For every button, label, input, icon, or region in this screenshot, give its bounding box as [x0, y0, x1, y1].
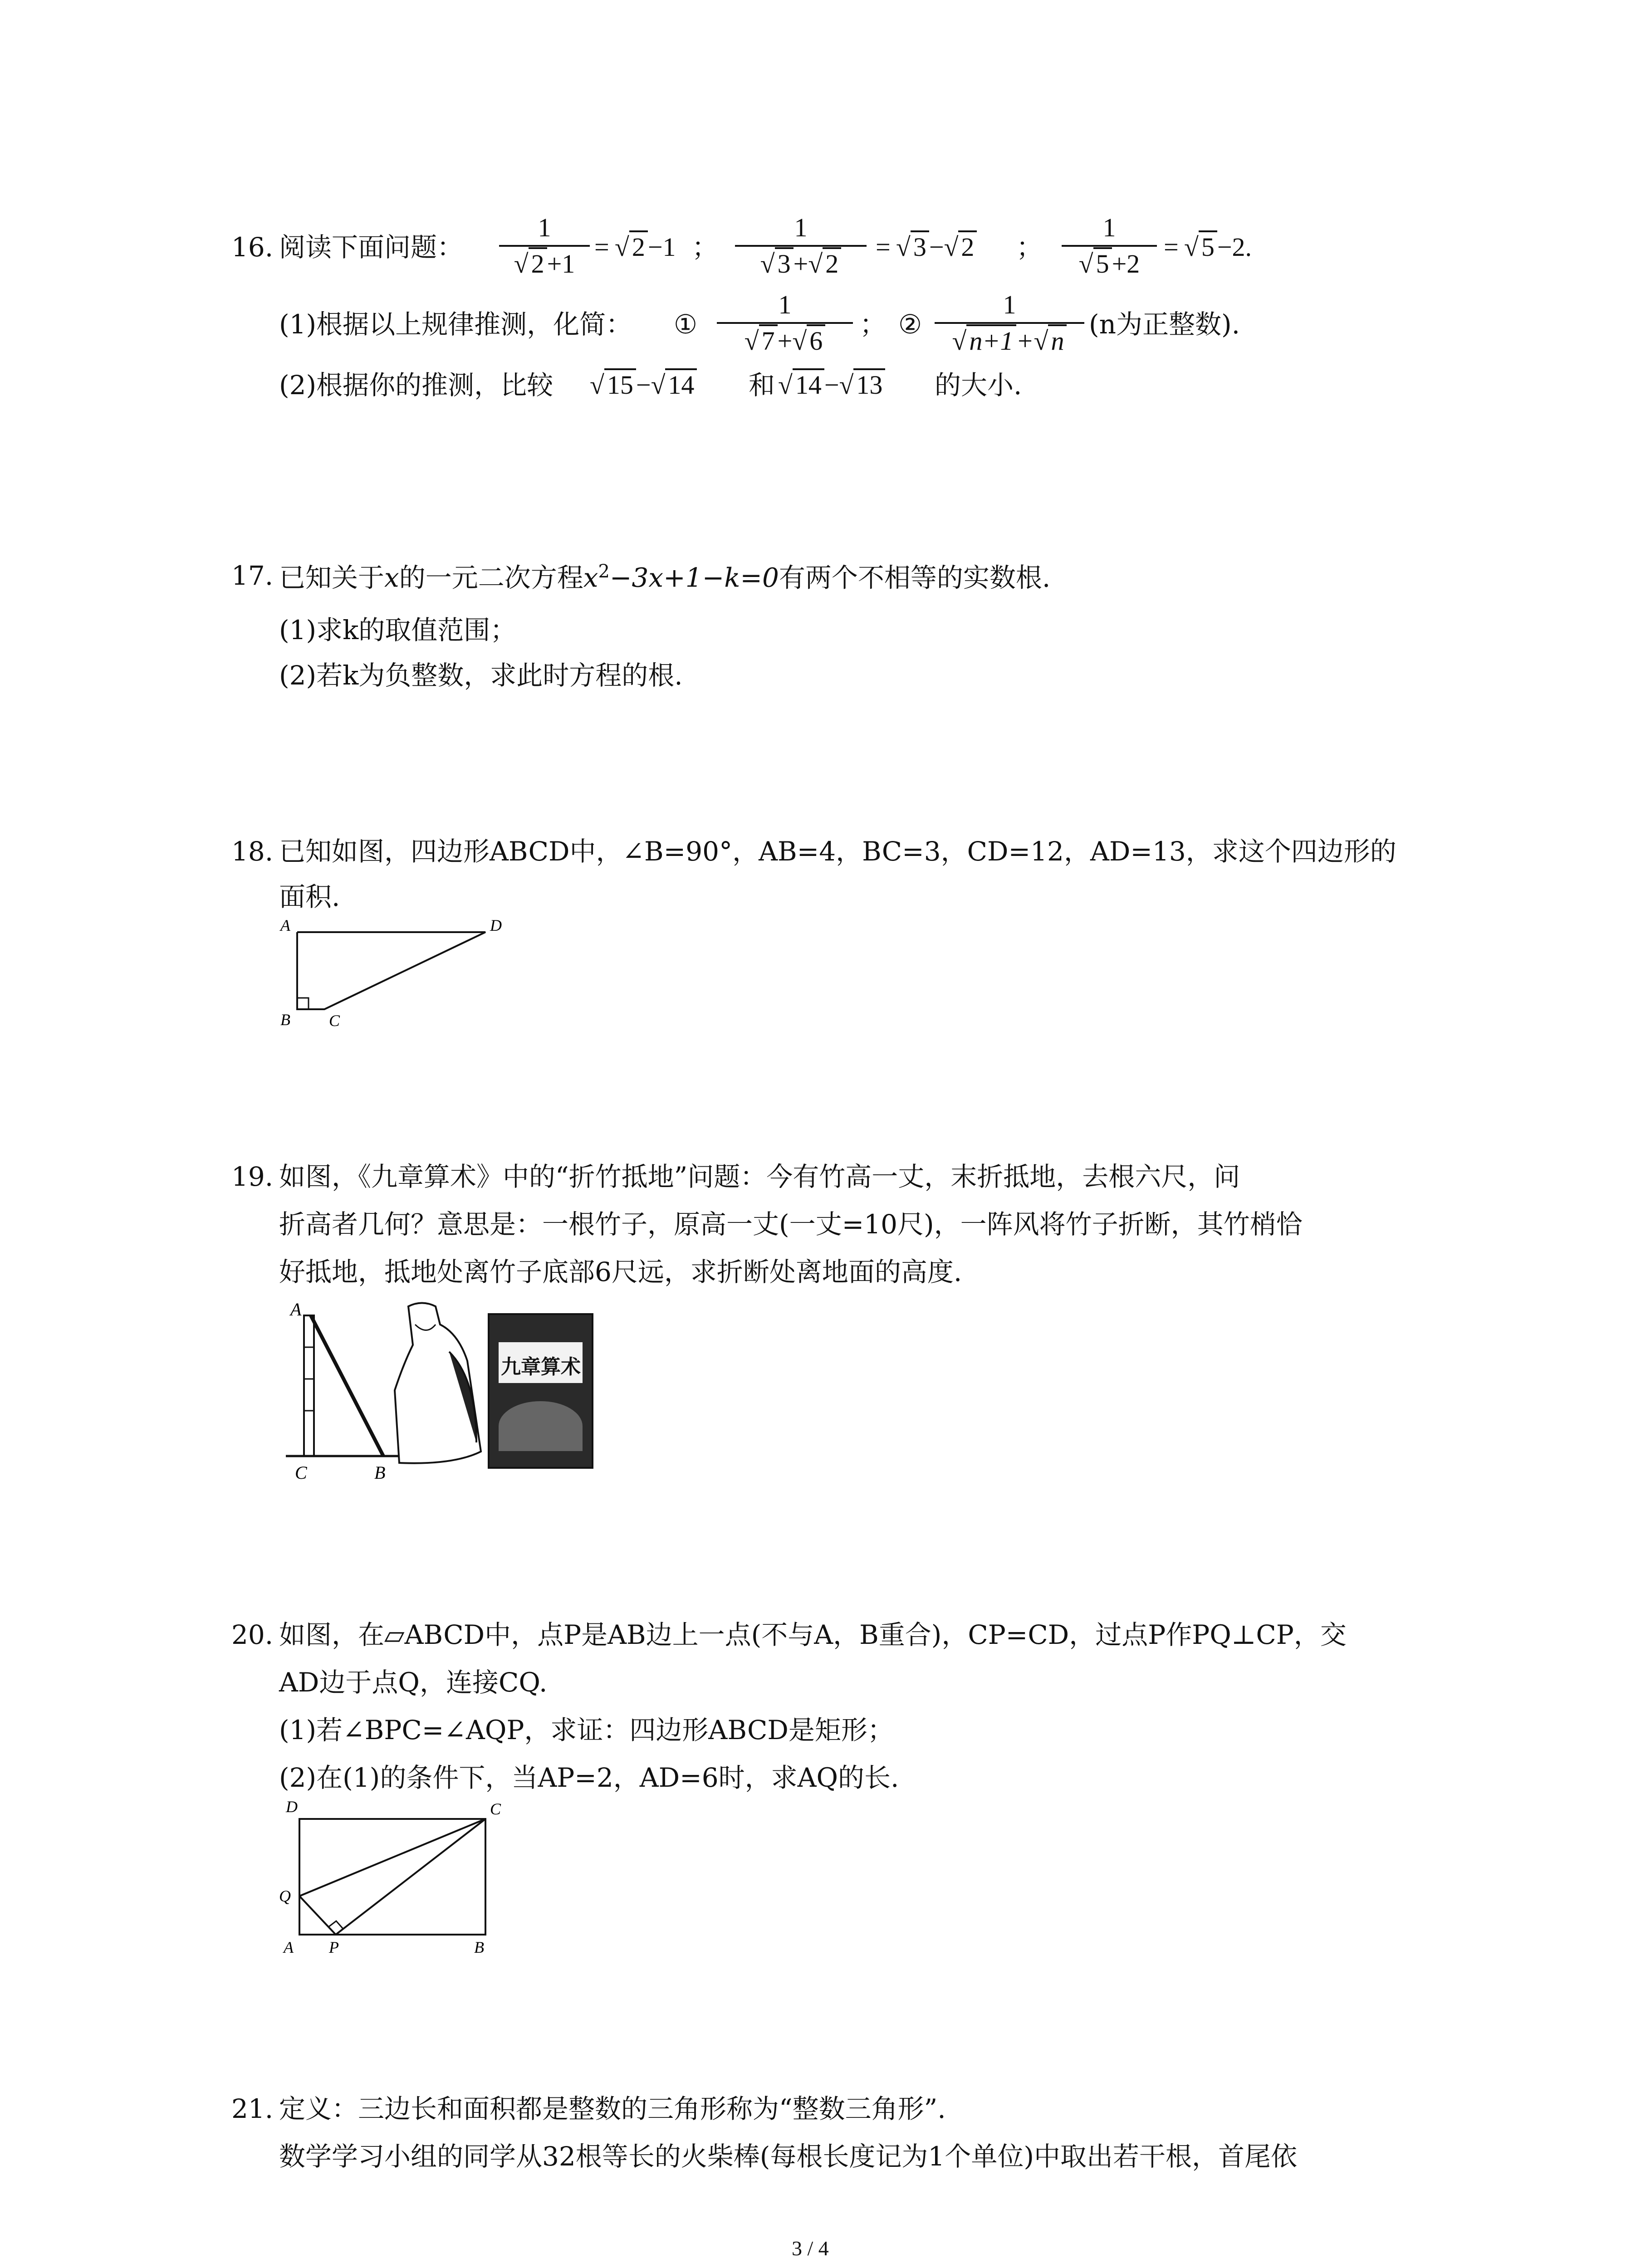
q16-part2-label: (2)根据你的推测，比较	[279, 370, 554, 401]
q18-label-d: D	[490, 916, 502, 934]
q16-part1-circ2: ②	[898, 309, 922, 340]
q16-part2-expr2: √ 14 −√ 13	[778, 372, 885, 398]
q16-part1-f1-denominator: √ 7 +√ 6	[717, 327, 853, 356]
q18-quadrilateral	[297, 932, 485, 1009]
q21-line2: 数学学习小组的同学从32根等长的火柴棒(每根长度记为1个单位)中取出若干根，首尾依	[279, 2141, 1297, 2172]
q20-label-p: P	[329, 1938, 339, 1956]
q20-label-q: Q	[279, 1887, 291, 1905]
q16-ex2-rhs: √ 3 −√ 2	[896, 234, 977, 260]
q16-part2-and: 和	[749, 370, 775, 401]
q21-line1: 定义：三边长和面积都是整数的三角形称为“整数三角形”.	[279, 2093, 946, 2124]
q16-part1-sep: ；	[860, 309, 887, 340]
q20-rectangle	[299, 1819, 485, 1935]
q18-label-a: A	[280, 916, 290, 934]
q16-part1-f1-numerator: 1	[778, 290, 792, 319]
q19-number: 19.	[231, 1161, 274, 1192]
q16-ex2-sep: ；	[1016, 232, 1043, 263]
q16-ex2-numerator: 1	[794, 213, 808, 242]
q19-broken-bamboo	[311, 1315, 383, 1456]
q17-number: 17.	[231, 560, 274, 591]
q16-ex2-eq: =	[876, 232, 891, 262]
q19-line2: 折高者几何？意思是：一根竹子，原高一丈(一丈=10尺)，一阵风将竹子折断，其竹梢恰	[279, 1209, 1303, 1240]
q17-line1: 已知关于x的一元二次方程$x^2-3x+1-k=0$有两个不相等的实数根.	[279, 561, 1051, 593]
q16-part1-f2-numerator: 1	[1003, 290, 1016, 319]
q16-ex1-numerator: 1	[538, 213, 551, 242]
q19-book-image	[488, 1313, 593, 1469]
q16-part1-fraction-2	[935, 290, 1084, 356]
q19-label-a: A	[290, 1299, 302, 1320]
q16-ex2-fraction	[735, 213, 867, 279]
q21-number: 21.	[231, 2093, 274, 2124]
q20-label-c: C	[490, 1800, 501, 1818]
q16-ex3-numerator: 1	[1102, 213, 1116, 242]
page-number: 3 / 4	[792, 2237, 829, 2260]
q17-part1: (1)求k的取值范围；	[279, 615, 517, 645]
q16-intro: 阅读下面问题：	[279, 232, 464, 263]
q19-label-b: B	[374, 1462, 386, 1483]
q16-part1-label: (1)根据以上规律推测，化简：	[279, 309, 632, 340]
q20-label-b: B	[474, 1938, 484, 1956]
q16-ex1-rhs: √ 2 −1	[615, 234, 676, 260]
q18-line2: 面积.	[279, 881, 340, 912]
q16-part2-tail: 的大小.	[935, 370, 1022, 401]
q16-ex3-fraction	[1062, 213, 1157, 279]
q16-ex1-denominator: √ 2 +1	[499, 249, 590, 279]
q20-segment-qc	[299, 1819, 485, 1896]
q16-ex3-rhs: √ 5 −2.	[1184, 234, 1252, 260]
q16-ex1-eq: =	[594, 232, 609, 262]
q20-label-a: A	[284, 1938, 294, 1956]
q18-number: 18.	[231, 836, 274, 867]
q19-label-c: C	[295, 1462, 307, 1483]
q19-book-title: 九章算术	[501, 1355, 581, 1378]
q16-ex3-eq: =	[1164, 232, 1179, 262]
q19-line3: 好抵地，抵地处离竹子底部6尺远，求折断处离地面的高度.	[279, 1256, 962, 1287]
q18-figure	[272, 907, 526, 1034]
q16-ex1-sep: ；	[692, 232, 719, 263]
q16-part1-circ1: ①	[674, 309, 697, 340]
q16-part1-tail: (n为正整数).	[1089, 309, 1240, 340]
q16-ex3-denominator: √ 5 +2	[1062, 249, 1157, 279]
q18-right-angle-mark	[297, 998, 309, 1009]
q17-part2: (2)若k为负整数，求此时方程的根.	[279, 660, 683, 691]
q19-bamboo-stalk	[304, 1315, 314, 1456]
q20-number: 20.	[231, 1619, 274, 1650]
q20-line1: 如图，在▱ABCD中，点P是AB边上一点(不与A，B重合)，CP=CD，过点P作PQ⊥CP，交	[279, 1619, 1347, 1650]
q20-part1: (1)若∠BPC=∠AQP，求证：四边形ABCD是矩形；	[279, 1715, 894, 1745]
q20-label-d: D	[286, 1798, 298, 1816]
q20-figure	[268, 1792, 522, 1960]
q18-line1: 已知如图，四边形ABCD中，∠B=90°，AB=4，BC=3，CD=12，AD=13，求这个四边形的	[279, 836, 1396, 867]
q16-ex2-denominator: √ 3 +√ 2	[735, 249, 867, 279]
q20-segment-pc	[336, 1819, 485, 1935]
q16-ex1-fraction	[499, 213, 590, 279]
q16-part1-f2-denominator: √ n+1 +√ n	[935, 327, 1084, 356]
q20-line2: AD边于点Q，连接CQ.	[279, 1667, 548, 1698]
q16-part2-expr1: √ 15 −√ 14	[590, 372, 697, 398]
q18-label-c: C	[329, 1012, 340, 1030]
q20-right-angle-mark	[328, 1921, 343, 1935]
q19-line1: 如图，《九章算术》中的“折竹抵地”问题：今有竹高一丈，末折抵地，去根六尺，问	[279, 1161, 1240, 1192]
q16-part1-fraction-1	[717, 290, 853, 356]
q16-number: 16.	[231, 232, 274, 263]
q20-part2: (2)在(1)的条件下，当AP=2，AD=6时，求AQ的长.	[279, 1762, 899, 1793]
q18-label-b: B	[280, 1011, 290, 1029]
